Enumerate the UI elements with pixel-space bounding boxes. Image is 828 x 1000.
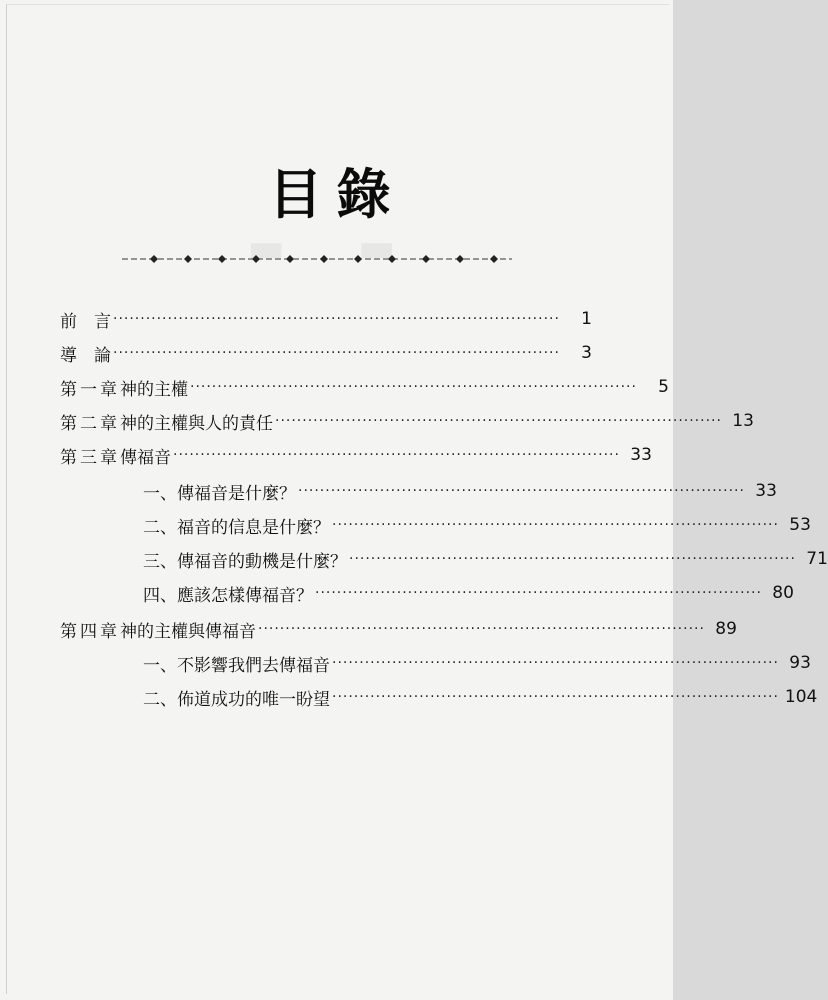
chapter-number: 第一章: [60, 379, 120, 400]
toc-page-number: 80: [772, 583, 794, 603]
dot-leader: ··················································································: [113, 311, 560, 327]
toc-page-number: 33: [630, 445, 652, 465]
toc-page-number: 3: [581, 343, 592, 363]
dot-leader: ··················································································: [349, 551, 796, 567]
chapter-number: 第二章: [60, 413, 120, 434]
toc-entry-chapter-2[interactable]: [60, 406, 754, 436]
dot-leader: ··················································································: [332, 689, 779, 705]
toc-page-number: 104: [784, 687, 818, 707]
toc-entry-label: 神的主權與人的責任: [120, 413, 273, 434]
chapter-number: 第三章: [60, 447, 120, 468]
toc-entry-section-3-1[interactable]: [143, 476, 777, 506]
toc-entry-chapter-4[interactable]: [60, 614, 737, 644]
toc-entry-label: 三、傳福音的動機是什麼？: [143, 551, 347, 572]
toc-entry-label: 導 論: [60, 345, 111, 366]
toc-page-number: 33: [755, 481, 777, 501]
chapter-number: 第四章: [60, 621, 120, 642]
show-through-heading: ▬ ▬: [247, 225, 426, 271]
toc-entry-introduction[interactable]: [60, 338, 592, 368]
toc-entry-label: 神的主權: [120, 379, 188, 400]
toc-entry-section-4-1[interactable]: [143, 648, 811, 678]
dot-leader: ··················································································: [275, 413, 722, 429]
toc-entry-label: 二、福音的信息是什麼？: [143, 517, 330, 538]
dot-leader: ··················································································: [315, 585, 762, 601]
toc-entry-section-3-2[interactable]: [143, 510, 811, 540]
toc-entry-label: 前 言: [60, 311, 111, 332]
page-title: 目錄: [268, 163, 405, 226]
toc-entry-chapter-1[interactable]: [60, 372, 669, 402]
toc-entry-label: 一、不影響我們去傳福音: [143, 655, 330, 676]
dot-leader: ··················································································: [298, 483, 745, 499]
toc-page-number: 71: [806, 549, 828, 569]
toc-entry-label: 一、傳福音是什麼？: [143, 483, 296, 504]
toc-entry-label: 傳福音: [120, 447, 171, 468]
toc-entry-label: 二、佈道成功的唯一盼望: [143, 689, 330, 710]
toc-page-number: 13: [732, 411, 754, 431]
dot-leader: ··················································································: [173, 447, 620, 463]
toc-entry-section-3-3[interactable]: [143, 544, 828, 574]
toc-entry-label: 四、應該怎樣傳福音？: [143, 585, 313, 606]
toc-entry-preface[interactable]: [60, 304, 592, 334]
toc-page-number: 1: [581, 309, 592, 329]
toc-entry-section-3-4[interactable]: [143, 578, 794, 608]
dot-leader: ··················································································: [258, 621, 705, 637]
toc-page-number: 53: [789, 515, 811, 535]
toc-page-number: 93: [789, 653, 811, 673]
toc-entry-chapter-3[interactable]: [60, 440, 652, 470]
toc-page-number: 89: [715, 619, 737, 639]
dot-leader: ··················································································: [190, 379, 637, 395]
toc-page-number: 5: [658, 377, 669, 397]
dot-leader: ··················································································: [332, 517, 779, 533]
toc-entry-section-4-2[interactable]: [143, 682, 818, 712]
dot-leader: ··················································································: [332, 655, 779, 671]
toc-entry-label: 神的主權與傳福音: [120, 621, 256, 642]
decorative-divider: [122, 252, 512, 266]
dot-leader: ··················································································: [113, 345, 560, 361]
divider-diamonds: [150, 255, 498, 263]
